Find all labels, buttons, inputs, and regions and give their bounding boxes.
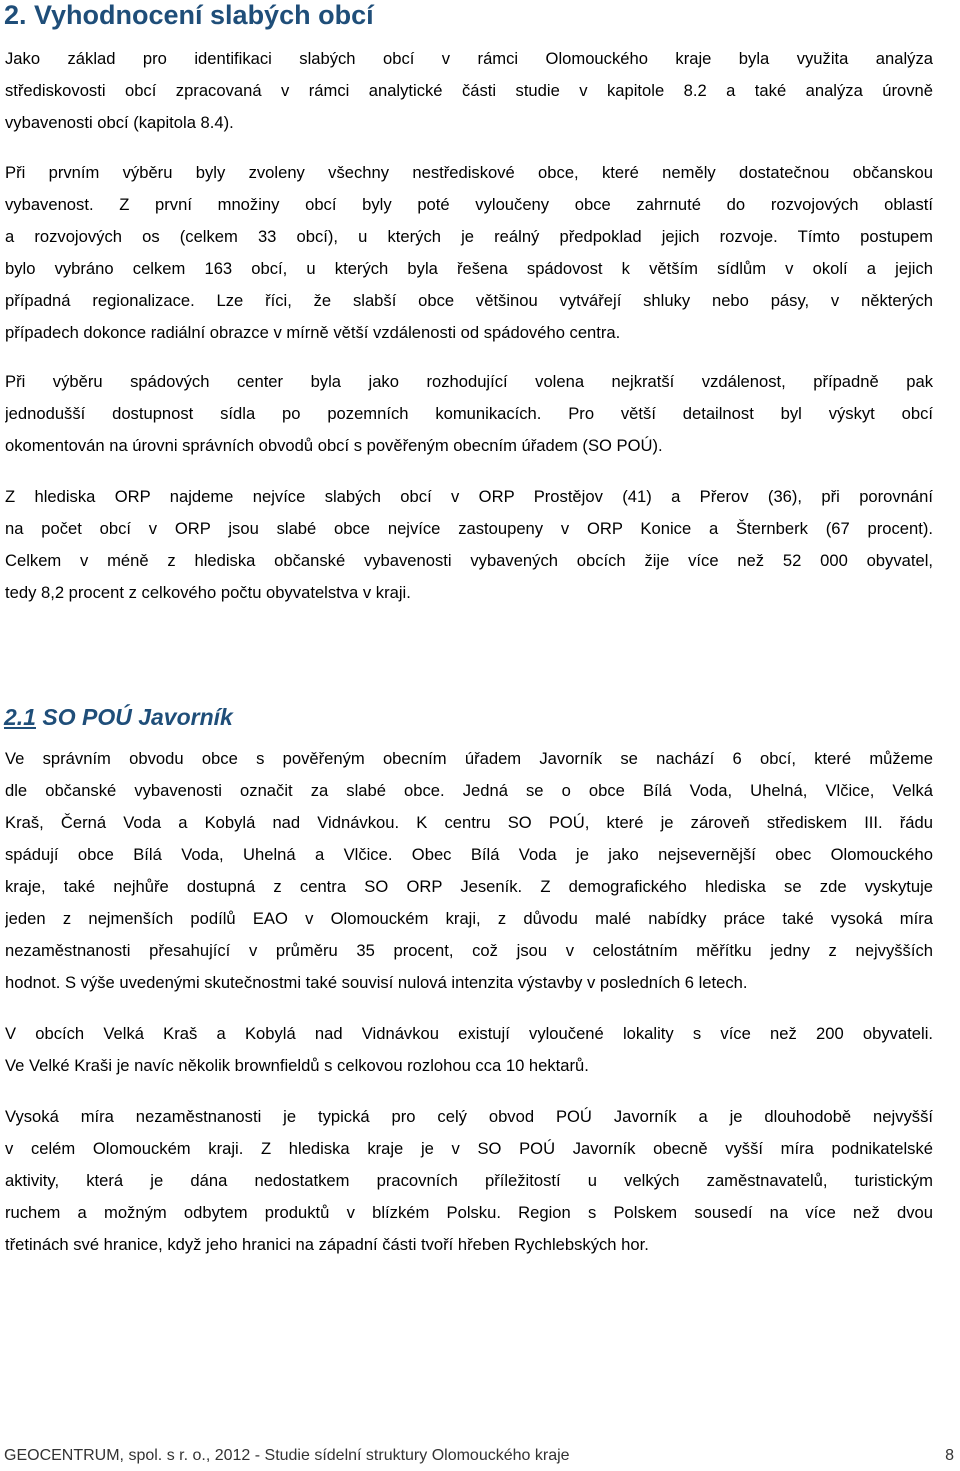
text-line: kraje, také nejhůře dostupná z centra SO ORP Jeseník. Z demografického hlediska se zde vyskytuje — [5, 877, 933, 896]
text-line: bylo vybráno celkem 163 obcí, u kterých byla řešena spádovost k větším sídlům v okolí a jejich — [5, 259, 933, 278]
subsection-title: SO POÚ Javorník — [35, 704, 233, 730]
paragraph — [5, 366, 933, 462]
paragraph — [5, 1101, 933, 1261]
text-line: Z hlediska ORP najdeme nejvíce slabých obcí v ORP Prostějov (41) a Přerov (36), při porovnání — [5, 487, 933, 506]
paragraph — [5, 43, 933, 139]
paragraph — [5, 743, 933, 999]
text-line: střediskovosti obcí zpracovaná v rámci analytické části studie v kapitole 8.2 a také analýza úrovně — [5, 81, 933, 100]
text-line: Při výběru spádových center byla jako rozhodující volena nejkratší vzdálenost, případně pak — [5, 372, 933, 391]
text-line: a rozvojových os (celkem 33 obcí), u kterých je reálný předpoklad jejich rozvoje. Tímto postupem — [5, 227, 933, 246]
subsection-heading — [4, 704, 233, 731]
subsection-number: 2.1 — [4, 704, 36, 730]
text-line: nezaměstnanosti přesahující v průměru 35 procent, což jsou v celostátním měřítku jedny z nejvyšších — [5, 941, 933, 960]
paragraph — [5, 481, 933, 609]
page-number: 8 — [945, 1447, 954, 1464]
text-line: Vysoká míra nezaměstnanosti je typická pro celý obvod POÚ Javorník a je dlouhodobě nejvyšší — [5, 1107, 933, 1126]
text-line: okomentován na úrovni správních obvodů obcí s pověřeným obecním úřadem (SO POÚ). — [5, 436, 663, 455]
text-line: dle občanské vybavenosti označit za slabé obce. Jedná se o obce Bílá Voda, Uhelná, Vlčice, Velká — [5, 781, 933, 800]
paragraph — [5, 157, 933, 349]
text-line: na počet obcí v ORP jsou slabé obce nejvíce zastoupeny v ORP Konice a Šternberk (67 procent). — [5, 519, 933, 538]
text-line: Kraš, Černá Voda a Kobylá nad Vidnávkou. K centru SO POÚ, které je zároveň střediskem III. řádu — [5, 813, 933, 832]
page-footer — [4, 1444, 954, 1468]
text-line: jeden z nejmenších podílů EAO v Olomouckém kraji, z důvodu malé nabídky práce také vysoká míra — [5, 909, 933, 928]
text-line: ruchem a možným odbytem produktů v blízkém Polsku. Region s Polskem sousedí na více než dvou — [5, 1203, 933, 1222]
text-line: vybavenost. Z první množiny obcí byly poté vyloučeny obce zahrnuté do rozvojových oblastí — [5, 195, 933, 214]
section-heading: 2. Vyhodnocení slabých obcí — [4, 0, 374, 30]
text-line: spádují obce Bílá Voda, Uhelná a Vlčice. Obec Bílá Voda je jako nejsevernější obec Olomouckého — [5, 845, 933, 864]
text-line: tedy 8,2 procent z celkového počtu obyvatelstva v kraji. — [5, 583, 411, 602]
text-line: Celkem v méně z hlediska občanské vybavenosti vybavených obcích žije více než 52 000 obyvatel, — [5, 551, 933, 570]
paragraph — [5, 1018, 933, 1082]
text-line: Ve správním obvodu obce s pověřeným obecním úřadem Javorník se nachází 6 obcí, které můžeme — [5, 749, 933, 768]
text-line: případech dokonce radiální obrazce v mírně větší vzdálenosti od spádového centra. — [5, 323, 621, 342]
text-line: třetinách své hranice, když jeho hranici na západní části tvoří hřeben Rychlebských hor. — [5, 1235, 649, 1254]
text-line: jednodušší dostupnost sídla po pozemních komunikacích. Pro větší detailnost byl výskyt obcí — [5, 404, 933, 423]
text-line: Jako základ pro identifikaci slabých obcí v rámci Olomouckého kraje byla využita analýza — [5, 49, 933, 68]
text-line: V obcích Velká Kraš a Kobylá nad Vidnávkou existují vyloučené lokality s více než 200 obyvateli. — [5, 1024, 933, 1043]
text-line: hodnot. S výše uvedenými skutečnostmi také souvisí nulová intenzita výstavby v posledních 6 letech. — [5, 973, 748, 992]
footer-text: GEOCENTRUM, spol. s r. o., 2012 - Studie sídelní struktury Olomouckého kraje — [4, 1447, 570, 1464]
text-line: případná regionalizace. Lze říci, že slabší obce většinou vytvářejí shluky nebo pásy, v některých — [5, 291, 933, 310]
text-line: Ve Velké Kraši je navíc několik brownfieldů s celkovou rozlohou cca 10 hektarů. — [5, 1056, 589, 1075]
text-line: aktivity, která je dána nedostatkem pracovních příležitostí u velkých zaměstnavatelů, turistickým — [5, 1171, 933, 1190]
text-line: vybavenosti obcí (kapitola 8.4). — [5, 113, 234, 132]
text-line: Při prvním výběru byly zvoleny všechny nestřediskové obce, které neměly dostatečnou občanskou — [5, 163, 933, 182]
text-line: v celém Olomouckém kraji. Z hlediska kraje je v SO POÚ Javorník obecně vyšší míra podnikatelské — [5, 1139, 933, 1158]
